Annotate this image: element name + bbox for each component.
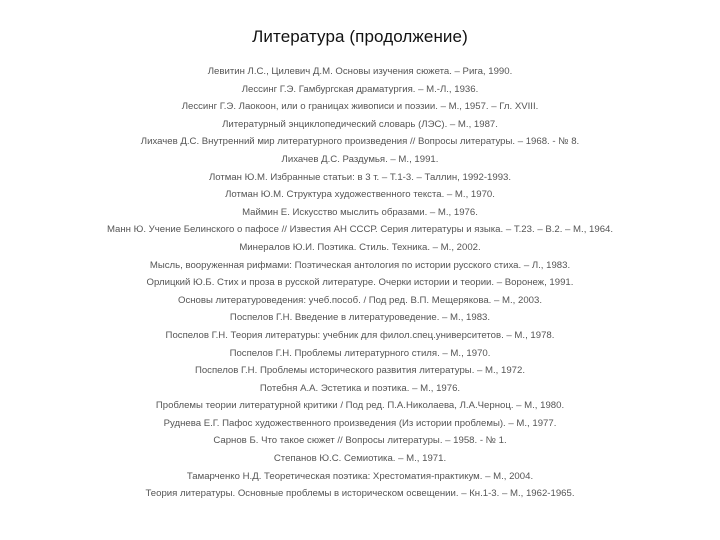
reference-item: Руднева Е.Г. Пафос художественного произведения (Из истории проблемы). – М., 1977.: [163, 417, 557, 429]
reference-item: Степанов Ю.С. Семиотика. – М., 1971.: [273, 453, 447, 465]
reference-item: Поспелов Г.Н. Проблемы исторического развития литературы. – М., 1972.: [194, 365, 526, 377]
reference-item: Левитин Л.С., Цилевич Д.М. Основы изучения сюжета. – Рига, 1990.: [207, 66, 513, 77]
slide-title: Литература (продолжение): [252, 27, 468, 46]
reference-item: Основы литературоведения: учеб.пособ. / Под ред. В.П. Мещерякова. – М., 2003.: [177, 294, 543, 306]
reference-item: Орлицкий Ю.Б. Стих и проза в русской литературе. Очерки истории и теории. – Воронеж, 1991.: [146, 277, 574, 289]
reference-item: Проблемы теории литературной критики / Под ред. П.А.Николаева, Л.А.Черноц. – М., 1980.: [155, 400, 565, 412]
reference-item: Лессинг Г.Э. Лаокоон, или о границах живописи и поэзии. – М., 1957. – Гл. XVIII.: [181, 101, 539, 113]
reference-item: Сарнов Б. Что такое сюжет // Вопросы литературы. – 1958. - № 1.: [213, 435, 507, 447]
reference-item: Лотман Ю.М. Избранные статьи: в 3 т. – Т.1-3. – Таллин, 1992-1993.: [208, 171, 512, 183]
reference-item: Лессинг Г.Э. Гамбургская драматургия. – М.-Л., 1936.: [241, 83, 479, 95]
reference-item: Маймин Е. Искусство мыслить образами. – М., 1976.: [242, 206, 478, 218]
reference-item: Тамарченко Н.Д. Теоретическая поэтика: Хрестоматия-практикум. – М., 2004.: [186, 470, 534, 482]
reference-item: Теория литературы. Основные проблемы в историческом освещении. – Кн.1-3. – М., 1962-1965.: [145, 488, 575, 500]
reference-item: Поспелов Г.Н. Проблемы литературного стиля. – М., 1970.: [229, 347, 491, 359]
reference-item: Мысль, вооруженная рифмами: Поэтическая антология по истории русского стиха. – Л., 1983.: [149, 259, 571, 271]
reference-item: Потебня А.А. Эстетика и поэтика. – М., 1976.: [259, 382, 461, 394]
reference-list: [20, 63, 700, 503]
reference-item: Манн Ю. Учение Белинского о пафосе // Известия АН СССР. Серия литературы и языка. – Т.23. – В.2. – М., 1964.: [106, 224, 614, 236]
reference-item: Поспелов Г.Н. Введение в литературоведение. – М., 1983.: [229, 312, 491, 324]
reference-item: Литературный энциклопедический словарь (ЛЭС). – М., 1987.: [222, 118, 498, 130]
reference-item: Лихачев Д.С. Раздумья. – М., 1991.: [281, 153, 439, 165]
reference-item: Минералов Ю.И. Поэтика. Стиль. Техника. – М., 2002.: [239, 241, 481, 253]
reference-item: Лотман Ю.М. Структура художественного текста. – М., 1970.: [225, 189, 495, 201]
reference-item: Поспелов Г.Н. Теория литературы: учебник для филол.спец.университетов. – М., 1978.: [165, 329, 555, 341]
reference-item: Лихачев Д.С. Внутренний мир литературного произведения // Вопросы литературы. – 1968. - № 8.: [140, 136, 580, 148]
